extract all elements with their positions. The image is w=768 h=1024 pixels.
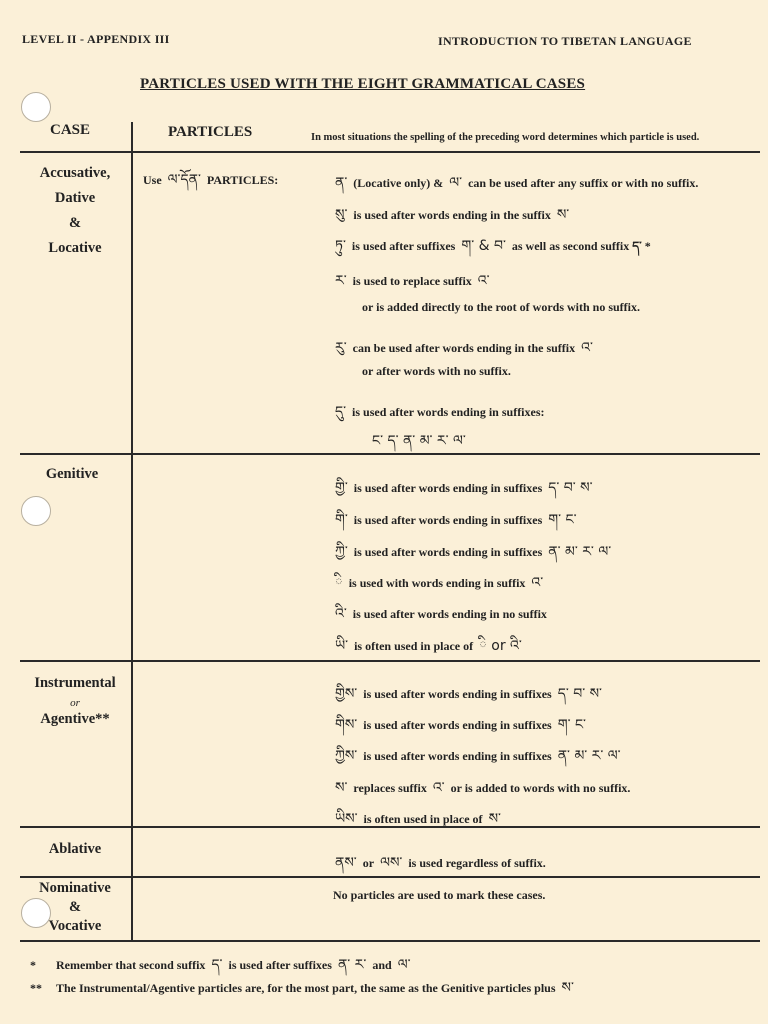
punch-hole-middle [21,496,51,526]
instrumental-row-yis: ཡིས་ is often used in place of ས་ [335,811,501,827]
case-ablative: Ablative [48,841,102,857]
case-ampersand: & [68,215,82,231]
case-nominative-ampersand: & [68,899,82,915]
genitive-row-yi: ཡི་ is often used in place of ི or འི་ [335,638,522,654]
ablative-row: ནས་ or ལས་ is used regardless of suffix. [335,855,546,871]
footnote-2: ** The Instrumental/Agentive particles are, for the most part, the same as the Genitive particles plus ས་ [30,980,574,996]
case-or: or [70,697,80,709]
locative-row-tu: ཏུ་ is used after suffixes ག་ & བ་ as well as second suffix ད་ * [335,238,651,254]
punch-hole-top [21,92,51,122]
locative-row-du: དུ་ is used after words ending in suffixes: [335,404,545,420]
case-agentive: Agentive** [40,711,110,727]
case-vocative: Vocative [48,918,102,934]
locative-row-ra-cont: or is added directly to the root of words with no suffix. [362,300,641,314]
locative-row-na: ན་ (Locative only) & ལ་ can be used after any suffix or with no suffix. [335,175,699,191]
genitive-row-kyi: ཀྱི་ is used after words ending in suffixes ན་ མ་ ར་ ལ་ [335,544,612,560]
column-note: In most situations the spelling of the preceding word determines which particle is used. [311,132,700,143]
locative-row-su: སུ་ is used after words ending in the suffix ས་ [335,207,570,223]
header-right: INTRODUCTION TO TIBETAN LANGUAGE [438,34,692,48]
case-genitive: Genitive [45,466,99,482]
rule-bottom [20,940,760,942]
case-accusative: Accusative, [39,165,111,181]
locative-row-ra: ར་ is used to replace suffix འ་ [335,273,490,289]
genitive-row-gyi: གྱི་ is used after words ending in suffixes ད་ བ་ ས་ [335,480,593,496]
case-locative: Locative [48,240,102,256]
case-column-header: CASE [50,122,91,138]
genitive-row-hi: འི་ is used after words ending in no suffix [335,606,547,622]
case-dative: Dative [54,190,96,206]
header-left: LEVEL II - APPENDIX III [22,32,170,46]
header-rule [20,151,760,153]
instrumental-row-gis: གིས་ is used after words ending in suffixes ག་ ང་ [335,717,586,733]
use-particles-label: Use ལ་དོན་ PARTICLES: [143,172,279,188]
instrumental-row-kyis: ཀྱིས་ is used after words ending in suffixes ན་ མ་ ར་ ལ་ [335,748,621,764]
instrumental-row-s: ས་ replaces suffix འ་ or is added to words with no suffix. [335,780,631,796]
nominative-row: No particles are used to mark these cases. [333,888,546,902]
footnote-1: * Remember that second suffix ད་ is used after suffixes ན་ ར་ and ལ་ [30,957,411,973]
locative-row-ru: རུ་ can be used after words ending in the suffix འ་ [335,340,593,356]
instrumental-row-gyis: གྱིས་ is used after words ending in suffixes ད་ བ་ ས་ [335,686,602,702]
locative-row-du-suffixes: ང་ ད་ ན་ མ་ ར་ ལ་ [372,433,466,449]
case-instrumental: Instrumental [34,675,116,691]
page-title: PARTICLES USED WITH THE EIGHT GRAMMATICAL CASES [140,76,586,92]
genitive-row-gi: གི་ is used after words ending in suffixes ག་ ང་ [335,512,577,528]
particles-column-header: PARTICLES [168,124,253,140]
locative-row-ru-cont: or after words with no suffix. [362,364,511,378]
case-nominative: Nominative [39,880,111,896]
genitive-row-i: ི is used with words ending in suffix འ་ [335,575,544,591]
